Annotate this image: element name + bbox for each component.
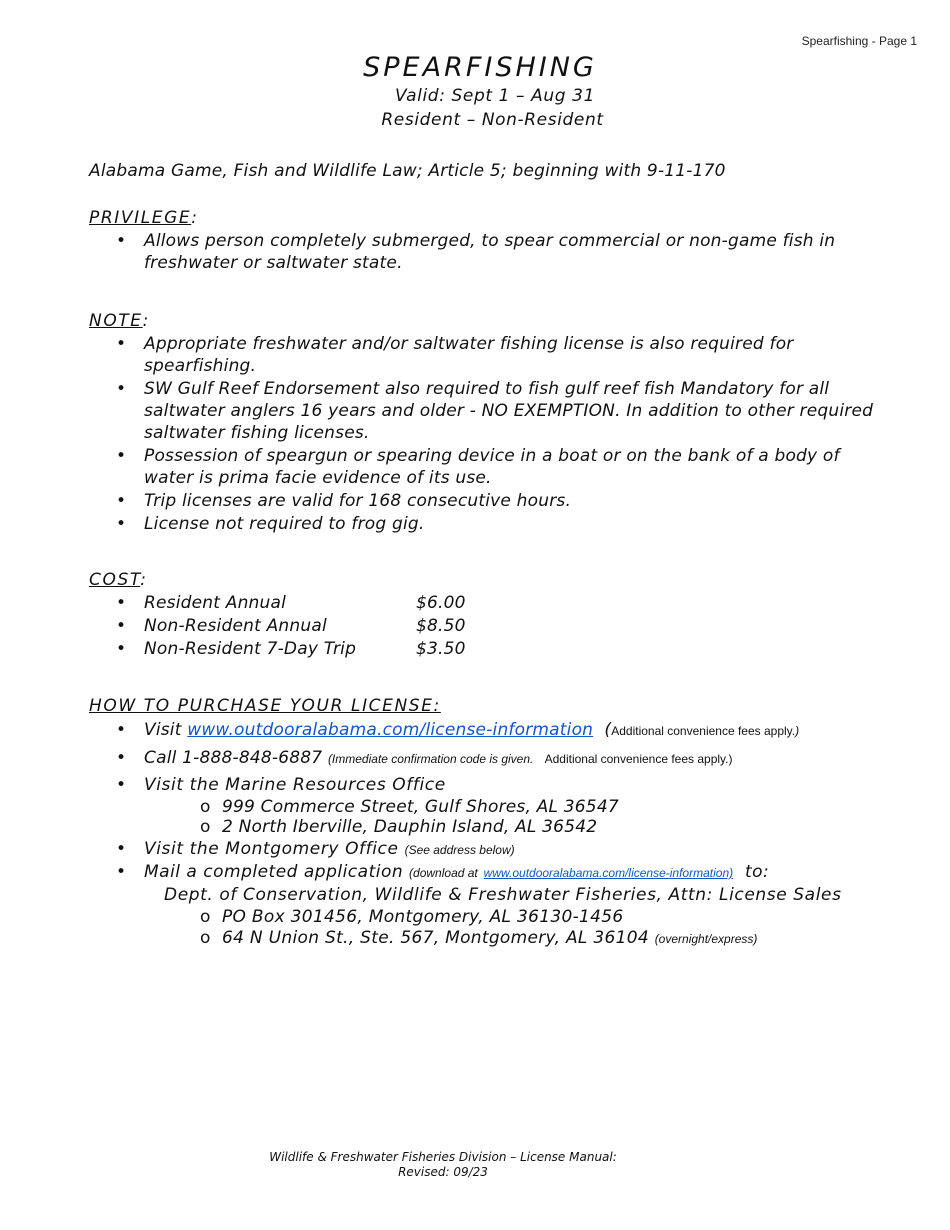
purchase-online-item: • Visit www.outdooralabama.com/license-information (Additional convenience fees apply.) (89, 718, 889, 744)
law-reference: Alabama Game, Fish and Wildlife Law; Article 5; beginning with 9-11-170 (89, 161, 726, 181)
cost-name: Non-Resident 7-Day Trip (144, 639, 357, 659)
mail-address-list (89, 906, 889, 949)
page-title: SPEARFISHING (363, 52, 597, 83)
note-list (89, 333, 889, 535)
page-footer (0, 1150, 886, 1180)
purchase-marine-item: • Visit the Marine Resources Office o 999 Commerce Street, Gulf Shores, AL 36547 o 2 North Iberville, Dauphin Island, AL 36542 (89, 773, 889, 837)
list-item: • Appropriate freshwater and/or saltwater fishing license is also required for spearfishing. (89, 333, 889, 377)
validity-dates: Valid: Sept 1 – Aug 31 (395, 86, 595, 106)
cost-row (89, 615, 889, 637)
privilege-list (89, 230, 889, 274)
document-body (89, 158, 889, 949)
footer-division: Wildlife & Freshwater Fisheries Division – License Manual: (269, 1150, 617, 1164)
list-item: • License not required to frog gig. (89, 513, 889, 535)
cost-row (89, 592, 889, 614)
phone-number: Call 1-888-848-6887 (144, 748, 323, 768)
address-item: o PO Box 301456, Montgomery, AL 36130-1456 (89, 906, 889, 928)
list-item: • Allows person completely submerged, to spear commercial or non-game fish in freshwater or saltwater state. (89, 230, 889, 274)
address-item: o 999 Commerce Street, Gulf Shores, AL 36547 (89, 797, 889, 817)
purchase-heading: HOW TO PURCHASE YOUR LICENSE: (89, 696, 441, 716)
page-label: Spearfishing - Page 1 (801, 34, 917, 48)
purchase-montgomery-item: • Visit the Montgomery Office (See address below) (89, 838, 889, 861)
list-item: • Possession of speargun or spearing device in a boat or on the bank of a body of water is prima facie evidence of its use. (89, 445, 889, 489)
cost-price: $3.50 (416, 639, 466, 659)
cost-name: Resident Annual (144, 593, 287, 613)
address-item: o 2 North Iberville, Dauphin Island, AL 36542 (89, 817, 889, 837)
privilege-heading: PRIVILEGE: (89, 208, 199, 228)
mail-recipient: Dept. of Conservation, Wildlife & Freshwater Fisheries, Attn: License Sales (164, 885, 842, 905)
fee-note: Additional convenience fees apply. (611, 724, 796, 738)
cost-price: $6.00 (416, 593, 466, 613)
purchase-phone-item: • Call 1-888-848-6887 (Immediate confirmation code is given. Additional convenience fees apply.) (89, 745, 889, 772)
list-item: • SW Gulf Reef Endorsement also required to fish gulf reef fish Mandatory for all saltwater anglers 16 years and older - NO EXEMPTION. In addition to other required saltwater fishing licenses. (89, 378, 889, 444)
cost-list (89, 592, 889, 660)
list-item: • Trip licenses are valid for 168 consecutive hours. (89, 490, 889, 512)
document-header (0, 52, 950, 132)
marine-address-list (89, 797, 889, 837)
cost-name: Non-Resident Annual (144, 616, 327, 636)
purchase-list (89, 718, 889, 883)
purchase-mail-item: • Mail a completed application (download at www.outdooralabama.com/license-information) to: (89, 862, 889, 883)
application-download-link[interactable]: www.outdooralabama.com/license-information) (483, 866, 734, 880)
license-info-link[interactable]: www.outdooralabama.com/license-information (187, 720, 594, 740)
address-item: o 64 N Union St., Ste. 567, Montgomery, AL 36104 (overnight/express) (89, 928, 889, 949)
note-heading: NOTE: (89, 311, 150, 331)
residency-line: Resident – Non-Resident (381, 110, 604, 130)
footer-revised: Revised: 09/23 (398, 1165, 488, 1179)
cost-row (89, 638, 889, 660)
cost-price: $8.50 (416, 616, 466, 636)
cost-heading: COST: (89, 570, 148, 590)
delivery-note: (overnight/express) (654, 932, 758, 946)
